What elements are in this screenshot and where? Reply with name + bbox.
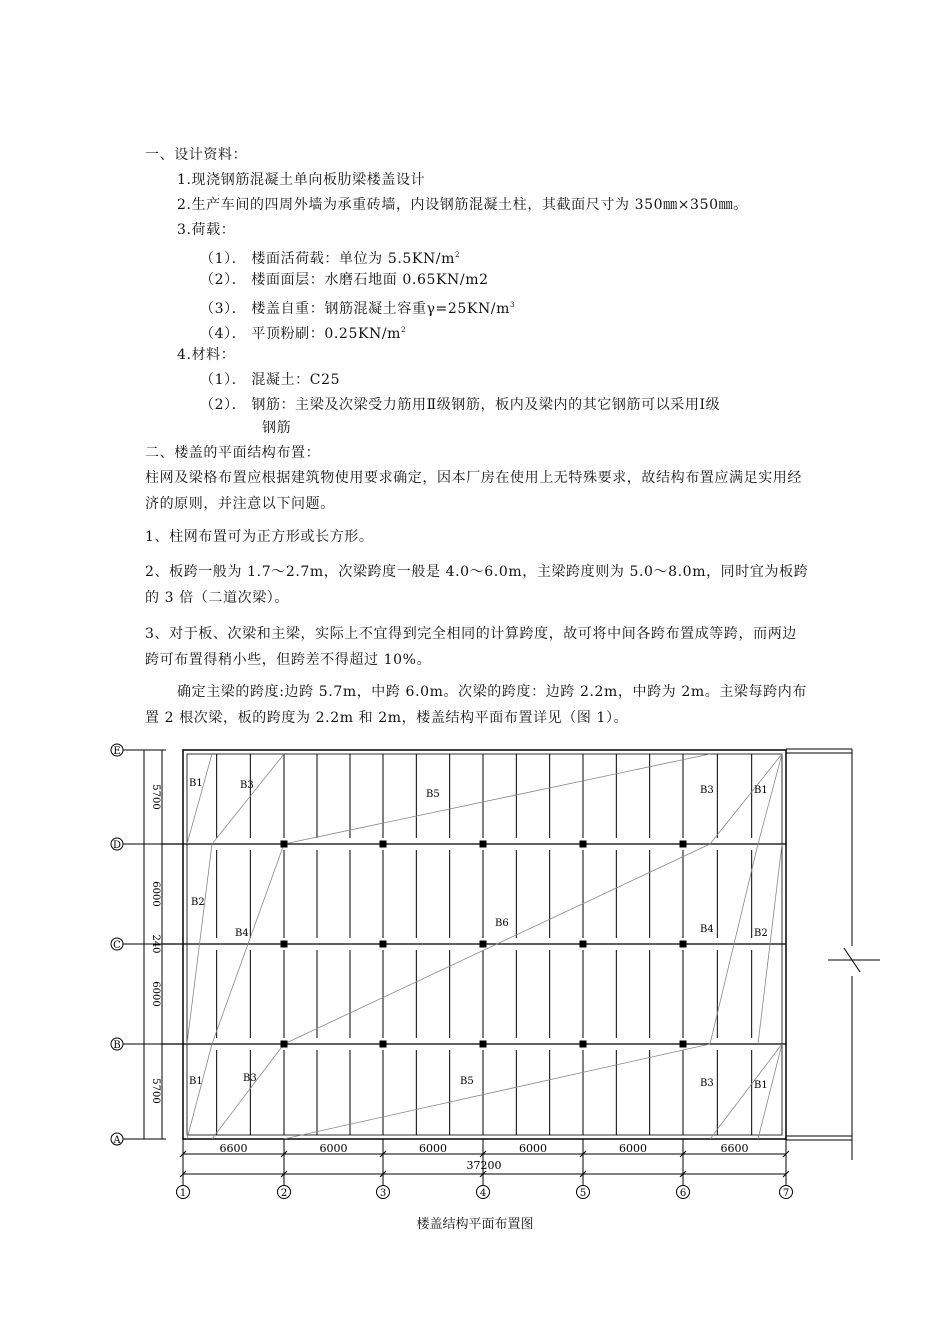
column xyxy=(680,1041,687,1048)
axis-letters xyxy=(111,744,140,1146)
column xyxy=(480,1041,487,1048)
column xyxy=(680,841,687,848)
vertical-dim-label: 6000 xyxy=(150,881,161,907)
span-label: 6000 xyxy=(319,1142,348,1155)
column xyxy=(480,941,487,948)
design-item-1: 1.现浇钢筋混凝土单向板肋梁楼盖设计 xyxy=(177,172,426,188)
load-item-3: （3）． 楼盖自重：钢筋混凝土容重$\gamma=25KN/m^3$ xyxy=(200,301,516,317)
axis-number-label: 7 xyxy=(782,1188,790,1199)
span-label: 6600 xyxy=(219,1142,248,1155)
column xyxy=(580,941,587,948)
slab-label: B5 xyxy=(460,1076,474,1087)
axis-letter-label: B xyxy=(113,1040,121,1051)
slab-diagonal xyxy=(284,1044,710,1139)
slab-diagonal xyxy=(187,754,212,844)
axis-number-label: 5 xyxy=(579,1188,587,1199)
axis-number-label: 4 xyxy=(479,1188,487,1199)
figure-caption: 楼盖结构平面布置图 xyxy=(416,1217,534,1232)
section2-heading: 二、楼盖的平面结构布置： xyxy=(145,445,321,461)
column xyxy=(580,1041,587,1048)
slab-label: B3 xyxy=(240,780,254,791)
span-label: 6600 xyxy=(720,1142,749,1155)
column xyxy=(380,841,387,848)
slab-label: B1 xyxy=(189,778,203,789)
section2-point-1: 1、柱网布置可为正方形或长方形。 xyxy=(145,529,374,545)
section2-point-3: 3、对于板、次梁和主梁，实际上不宜得到完全相同的计算跨度，故可将中间各跨布置成等跨，而两边跨可布置得稍小些，但跨差不得超过 10%。 xyxy=(145,626,797,668)
slab-label: B3 xyxy=(700,1078,714,1089)
slab-label: B4 xyxy=(700,924,714,935)
floor-structure-plan xyxy=(100,736,890,1206)
vertical-dim-label: 6000 xyxy=(150,981,161,1007)
column xyxy=(281,841,288,848)
axis-letter-label: C xyxy=(113,940,121,951)
axis-number-label: 1 xyxy=(179,1188,187,1199)
slab-diagonal xyxy=(284,754,710,844)
column xyxy=(380,941,387,948)
column xyxy=(680,941,687,948)
section2-conclusion: 确定主梁的跨度:边跨 5.7m，中跨 6.0m。次梁的跨度：边跨 2.2m，中跨为 2m。主梁每跨内布置 2 根次梁，板的跨度为 2.2m 和 2m，楼盖结构平面布置详见（图 1）。 xyxy=(145,684,807,726)
slab-label: B1 xyxy=(189,1076,203,1087)
slab-diagonal xyxy=(212,1044,284,1139)
axis-number-label: 6 xyxy=(679,1188,687,1199)
slab-label: B3 xyxy=(243,1073,257,1084)
column xyxy=(281,1041,288,1048)
slab-diagonal xyxy=(710,1044,782,1139)
total-length-label: 37200 xyxy=(466,1159,502,1172)
span-label: 6000 xyxy=(519,1142,547,1155)
slab-label: B1 xyxy=(754,785,768,796)
load-item-4: （4）． 平顶粉刷：$0.25KN/m^2$ xyxy=(200,326,407,342)
slab-label: B5 xyxy=(426,789,440,800)
material-item-1: （1）． 混凝土：C25 xyxy=(200,372,341,388)
slab-label: B3 xyxy=(700,785,714,796)
column xyxy=(480,841,487,848)
vertical-dim-label: 5700 xyxy=(150,784,161,810)
column xyxy=(380,1041,387,1048)
vertical-dim-label: 240 xyxy=(150,934,161,954)
axis-letter-label: D xyxy=(112,840,122,851)
slab-diagonal xyxy=(758,754,782,844)
section2-intro: 柱网及梁格布置应根据建筑物使用要求确定，因本厂房在使用上无特殊要求，故结构布置应满足实用经济的原则，并注意以下问题。 xyxy=(145,470,802,512)
material-item-2: （2）． 钢筋：主梁及次梁受力筋用Ⅱ级钢筋，板内及梁内的其它钢筋可以采用Ⅰ级 xyxy=(200,397,721,413)
slab-diagonal xyxy=(710,754,782,844)
axis-numbers xyxy=(177,1178,793,1199)
main-beams xyxy=(162,844,786,1044)
load-item-1: （1）． 楼面活荷载：单位为 $5.5KN/m^2$ xyxy=(200,251,461,267)
slab-label: B4 xyxy=(235,928,249,939)
axis-letter-label: A xyxy=(113,1135,121,1146)
section2-point-2: 2、板跨一般为 1.7～2.7m，次梁跨度一般是 4.0～6.0m，主梁跨度则为 5.0～8.0m，同时宜为板跨的 3 倍（二道次梁）。 xyxy=(145,564,809,606)
span-label: 6000 xyxy=(419,1142,447,1155)
slab-diagonal xyxy=(212,754,284,844)
slab-label: B6 xyxy=(495,918,509,929)
slab-label: B1 xyxy=(754,1080,768,1091)
column xyxy=(281,941,288,948)
section1-heading: 一、设计资料： xyxy=(145,147,248,163)
design-item-3: 3.荷载： xyxy=(177,222,236,238)
load-item-2: （2）． 楼面面层：水磨石地面 0.65KN/m2 xyxy=(200,272,489,288)
slab-diagonal xyxy=(758,1044,782,1139)
slab-label: B2 xyxy=(191,897,205,908)
slab-diagonal xyxy=(187,1044,212,1139)
axis-letter-label: E xyxy=(113,746,121,757)
slab-label: B2 xyxy=(754,928,768,939)
material-item-2-cont: 钢筋 xyxy=(262,420,292,436)
design-item-2: 2.生产车间的四周外墙为承重砖墙，内设钢筋混凝土柱，其截面尺寸为 350㎜×350㎜。 xyxy=(177,197,748,213)
axis-number-label: 2 xyxy=(280,1188,288,1199)
column xyxy=(580,841,587,848)
vertical-dim-label: 5700 xyxy=(150,1078,161,1104)
span-label: 6000 xyxy=(619,1142,647,1155)
design-item-4: 4.材料： xyxy=(177,347,236,363)
axis-number-label: 3 xyxy=(379,1188,387,1199)
